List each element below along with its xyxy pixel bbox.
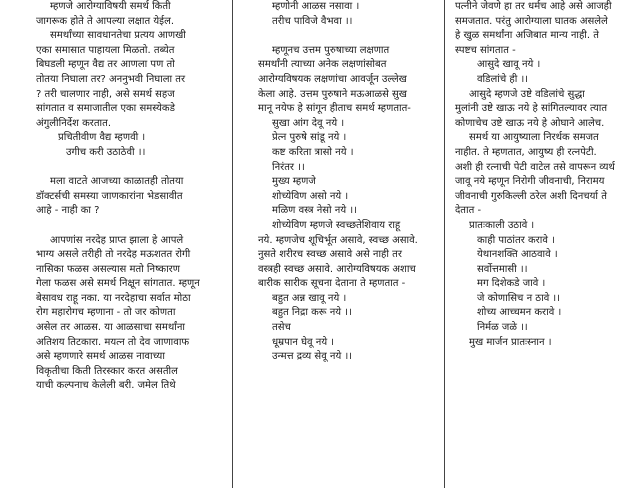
text-line: ? तरी चालणार नाही, असे समर्थ सहज: [36, 88, 175, 100]
text-line: शोच्येविण म्हणजे स्वच्छतेशिवाय राहू: [272, 219, 401, 231]
text-line: आसुदे खावू नये ।: [477, 59, 541, 71]
text-line: निरंतर ।।: [272, 161, 305, 173]
text-line: आसुदे म्हणजे उष्टे वडिलांचे सुद्धा: [469, 88, 585, 100]
text-line: म्हणजे आरोग्याविषयी समर्थ किती: [50, 1, 171, 12]
text-line: प्रेत्न पुरुषे सांडू नये ।: [272, 132, 347, 144]
text-line: मुख मार्जन प्रातःस्नान ।: [469, 336, 552, 348]
text-line: रोग महारोगच म्हणाना - तो जर कोणता: [36, 307, 176, 319]
text-line: शोच्य आच्चमन करावे ।: [477, 307, 562, 319]
text-line: धूम्रपान घेवू नये ।: [272, 336, 335, 348]
text-line: प्रातःकाली उठावे ।: [469, 219, 535, 231]
text-line: मळिण वस्त्र नेसो नये ।।: [272, 205, 357, 217]
text-line: आहे - नाही का ?: [36, 205, 100, 217]
text-line: आरोग्यविषयक लक्षणांचा आवर्जून उल्लेख: [258, 73, 407, 85]
text-line: विकृतीचा किती तिरस्कार करत असतील: [36, 365, 178, 377]
text-line: काही पाठांतर करावे ।: [477, 234, 555, 246]
text-line: तोतया निघाला तर? अननुभवी निघाला तर: [36, 73, 186, 85]
text-line: कोणाचेच उष्टे खाऊ नये हे ओघाने आलेच.: [455, 117, 605, 129]
text-line: बहुत अन्न खावू नये ।: [272, 292, 347, 304]
text-line: बारीक सारीक सूचना देताना ते म्हणतात -: [258, 278, 406, 290]
text-line: समर्थांनी त्याच्या अनेक लक्षणांसोबत: [258, 59, 387, 71]
text-line: गेला फळस असे समर्थ निक्षून सांगतात. म्हणून: [36, 278, 200, 290]
text-line: कष्ट करिता त्रासो नये ।: [272, 146, 354, 158]
text-line: मुख्य म्हणजे: [272, 176, 316, 188]
text-line: तसेच: [272, 322, 291, 334]
text-line: भाग्य असले तरीही तो नरदेह मऊशतत रोगी: [36, 249, 191, 261]
text-column-2: [258, 0, 442, 365]
text-column-3: [455, 0, 635, 350]
text-line: नये. म्हणजेच शूचिर्भूत असावे, स्वच्छ असावे.: [258, 234, 418, 246]
text-column-1: [36, 0, 232, 394]
text-line: याची कल्पनाच केलेली बरी. जमेल तिथे: [36, 380, 176, 392]
text-line: म्हणूनच उत्तम पुरुषाच्या लक्षणात: [272, 44, 390, 56]
text-line: डॉक्टर्सची समस्या जाणकारांना भेडसावीत: [36, 190, 183, 202]
text-line: एका समासात पाहायला मिळतो. तब्येत: [36, 44, 175, 56]
text-line: स्पष्टच सांगतात -: [455, 44, 516, 56]
text-line: बिघडली म्हणून वैद्य तर आणला पण तो: [36, 59, 175, 71]
column-divider: [232, 0, 233, 488]
text-line: जावू नये म्हणून निरोगी जीवनाची, निरामय: [455, 176, 605, 188]
text-line: प्रचितीवीण वैद्य म्हणवी ।: [58, 132, 146, 144]
text-line: जागरूक होते ते आपल्या लक्षात येईल.: [36, 15, 175, 27]
text-line: समर्थांच्या सावधानतेचा प्रत्यय आणखी: [50, 30, 186, 42]
text-line: अशी ही रत्नाची पेटी वाटेल तसे वापरून व्यर्थ: [455, 161, 615, 173]
text-line: बेसावध राहू नका. या नरदेहाचा सर्वात मोठा: [36, 292, 191, 304]
text-line: मग दिशेकडे जावे ।: [477, 278, 546, 290]
text-line: नाहीत. ते म्हणतात, आयुष्य ही रत्नपेटी.: [455, 146, 597, 158]
text-line: पत्नीने जेवणे हा तर धर्मच आहे असे आजही: [455, 1, 612, 12]
text-line: वडिलांचे ही ।।: [477, 73, 529, 85]
text-line: अतिशय तिटकारा. मयत्न तो देव जाणावाफ: [36, 336, 190, 348]
text-line: [258, 29, 442, 44]
text-line: मला वाटते आजच्या काळातही तोतया: [50, 176, 184, 188]
text-line: समजतात. परंतु आरोग्याला घातक असलेले: [455, 15, 608, 27]
text-line: म्हणोनी आळस नसावा ।: [272, 1, 360, 12]
text-line: तरीच पाविजे वैभवा ।।: [272, 15, 353, 27]
text-line: उन्मत्त द्रव्य सेवू नये ।।: [272, 351, 353, 363]
text-line: वस्त्रही स्वच्छ असावे. आरोग्यविषयक अशाच: [258, 263, 416, 275]
text-line: हे खुळ समर्थांना अजिबात मान्य नाही. ते: [455, 30, 599, 42]
text-line: असेल तर आळस. या आळसाचा समर्थांना: [36, 322, 185, 334]
text-line: केला आहे. उत्तम पुरुषाने मऊआळसे सुख: [258, 88, 407, 100]
text-line: [36, 219, 232, 234]
text-line: सांगतात व समाजातील एका समस्येकडे: [36, 103, 175, 115]
text-line: नुसते शरीरच स्वच्छ असावे असे नाही तर: [258, 249, 402, 261]
text-line: असे म्हणणारे समर्थ आळस नावाच्या: [36, 351, 165, 363]
text-line: येथानशक्ति आठवावे ।: [477, 249, 558, 261]
text-line: निर्मळ जळे ।।: [477, 322, 528, 334]
text-line: मानू नयेफ हे सांगून हीताच समर्थ म्हणतात-: [258, 103, 411, 115]
text-line: उगीच करी उठाठेवी ।।: [66, 146, 146, 158]
text-line: सर्वोत्तमासी ।।: [477, 263, 528, 275]
text-line: शोच्येविण असो नये ।: [272, 190, 349, 202]
text-line: समर्थ या आयुष्याला निरर्थक समजत: [469, 132, 599, 144]
text-line: जे कोणासिच न ठावे ।।: [477, 292, 561, 304]
text-line: जीवनाची गुरुकिल्ली ठरेल अशी दिनचर्या ते: [455, 190, 607, 202]
text-line: देतात -: [455, 205, 482, 217]
text-line: अंगुलीनिर्देश करतात.: [36, 117, 112, 129]
text-line: मुलांनी उष्टे खाऊ नये हे सांगितल्यावर त्यात: [455, 103, 608, 115]
column-divider: [444, 0, 445, 488]
text-line: बहुत निद्रा करू नये ।।: [272, 307, 352, 319]
text-line: नासिका फळस असल्यास मतो निष्कारण: [36, 263, 180, 275]
text-line: आपणांस नरदेह प्राप्त झाला हे आपले: [50, 234, 184, 246]
text-line: सुखा आंग देवू नये ।: [272, 117, 345, 129]
text-line: [36, 161, 232, 176]
